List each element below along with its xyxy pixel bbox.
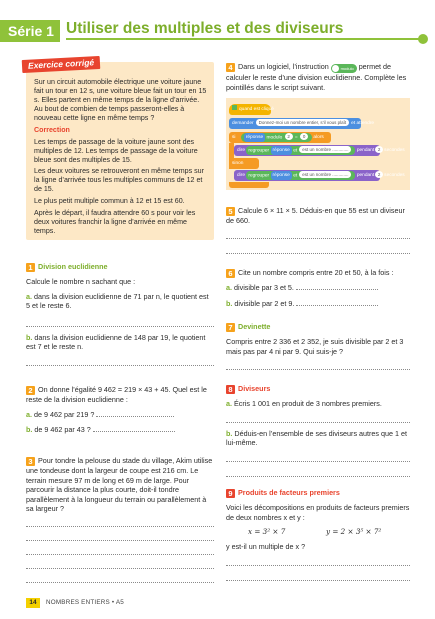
ex8-a-text: Écris 1 001 en produit de 3 nombres premiers. <box>234 399 382 408</box>
ex2-a-label: a. <box>26 409 32 419</box>
ex1-a-label: a. <box>26 291 32 301</box>
correction-p4: Après le départ, il faudra attendre 60 s pour voir les deux voitures franchir la ligne d’arrivée en même temps. <box>34 209 196 236</box>
say-label: dire <box>237 148 245 153</box>
if-end <box>229 182 269 188</box>
secs-value: 2 <box>375 171 383 178</box>
answer-line[interactable] <box>26 573 214 583</box>
exercise-number: 1 <box>26 263 35 272</box>
join-block <box>246 171 355 180</box>
then-label: alors <box>313 135 324 140</box>
ask-wait: et attendre <box>351 121 375 126</box>
page-title: Utiliser des multiples et des diviseurs <box>66 20 344 37</box>
answer-line[interactable] <box>226 452 410 462</box>
when-clicked-block <box>229 104 274 115</box>
answer-line[interactable] <box>226 571 410 581</box>
else-label: sinon <box>232 161 244 166</box>
for-label: pendant <box>356 173 375 178</box>
answer-line[interactable] <box>26 517 214 527</box>
answer-line[interactable] <box>226 360 410 370</box>
say-label: dire <box>237 173 245 178</box>
header-rule-dot <box>418 34 428 44</box>
green-flag-icon <box>232 105 237 110</box>
say-field[interactable]: est un nombre ............. <box>299 146 351 153</box>
ex9-text: Voici les décompositions en produits de facteurs premiers de deux nombres x et y : <box>226 503 410 522</box>
ex5-text: Calcule 6 × 11 × 5. Déduis-en que 55 est un diviseur de 660. <box>226 206 405 225</box>
equals-op: = <box>294 135 298 140</box>
ex1-a-text: dans la division euclidienne de 71 par n, le quotient est 5 et le reste 6. <box>26 291 209 310</box>
ex1-b-label: b. <box>26 332 33 342</box>
and-label: et <box>293 173 298 178</box>
ex8-b-text: Déduis-en l’ensemble de ses diviseurs autres que 1 et lui-même. <box>226 428 407 447</box>
answer-line[interactable] <box>226 413 410 423</box>
ex8-b-label: b. <box>226 428 233 438</box>
modulo-value: 2 <box>285 133 293 140</box>
exercise-title: Devinette <box>238 322 271 331</box>
join-label: regrouper <box>248 148 270 153</box>
answer-line[interactable] <box>26 317 214 327</box>
exercise-title: Produits de facteurs premiers <box>238 488 340 497</box>
serie-tag <box>0 20 60 42</box>
answer-line[interactable] <box>93 425 175 432</box>
exercise-title: Diviseurs <box>238 384 271 393</box>
page-number: 14 <box>26 598 40 608</box>
ex6-a-label: a. <box>226 283 232 292</box>
answer-line[interactable] <box>26 545 214 555</box>
ex4-text-before: Dans un logiciel, l’instruction <box>238 62 329 71</box>
modulo-op: modulo <box>266 135 283 140</box>
ex6-a-text: divisible par 3 et 5. <box>234 283 294 292</box>
secs-label: secondes <box>384 173 405 178</box>
ex2-a-text: de 9 462 par 219 ? <box>34 409 95 419</box>
exercise-title: Division euclidienne <box>38 262 108 271</box>
answer-line[interactable] <box>226 556 410 566</box>
say-block-2 <box>234 170 405 181</box>
secs-value: 2 <box>375 146 383 153</box>
ex2-b-text: de 9 462 par 43 ? <box>34 425 91 434</box>
corrige-statement: Sur un circuit automobile électrique une voiture jaune fait un tour en 12 s, une voiture bleue fait un tour en 15 s. Elles partent en même temps de la ligne d’arrivée. Au bout de combien de temps passeront-elles à nouveau cette ligne en même temps ? <box>34 78 207 122</box>
exercise-8 <box>226 384 410 477</box>
exercise-number: 9 <box>226 489 235 498</box>
ex1-intro: Calcule le nombre n sachant que : <box>26 277 136 286</box>
hat-label: quand est cliqué <box>239 107 274 112</box>
correction-label: Correction <box>34 125 70 134</box>
exercise-5 <box>226 206 410 254</box>
scratch-script <box>226 98 410 190</box>
and-label: et <box>293 148 298 153</box>
say-field[interactable]: est un nombre ............. <box>299 171 351 178</box>
for-label: pendant <box>356 148 375 153</box>
answer-line[interactable] <box>96 410 174 417</box>
corrige-tag: Exercice corrigé <box>22 56 101 73</box>
answer-line[interactable] <box>296 283 378 290</box>
serie-label: Série 1 <box>8 23 54 39</box>
ex6-b-text: divisible par 2 et 9. <box>234 298 295 308</box>
answer-line[interactable] <box>226 229 410 239</box>
ex9-equations <box>226 527 410 538</box>
exercise-number: 6 <box>226 269 235 278</box>
ex8-a-label: a. <box>226 399 232 408</box>
page-header <box>0 0 435 40</box>
exercise-3 <box>26 456 214 583</box>
ask-label: demander <box>232 121 254 126</box>
exercise-number: 8 <box>226 385 235 394</box>
if-block <box>229 132 331 143</box>
eq-x: x = 3² × 7 <box>248 527 286 536</box>
exercise-9 <box>226 488 410 581</box>
if-label: si <box>232 135 236 140</box>
exercise-number: 4 <box>226 63 235 72</box>
say-block-1 <box>234 145 405 156</box>
exercise-1 <box>26 262 214 366</box>
ex4-text-after: permet de calculer le reste d’une division euclidienne. Complète les pointillés dans le script suivant. <box>226 62 407 92</box>
condition <box>241 133 312 142</box>
ex6-text: Cite un nombre compris entre 20 et 50, à la fois : <box>238 268 394 277</box>
exercise-number: 7 <box>226 323 235 332</box>
ex2-text: On donne l’égalité 9 462 = 219 × 43 + 45. Quel est le reste de la division euclidienne : <box>26 385 207 404</box>
correction-p1: Les temps de passage de la voiture jaune sont des multiples de 12. Les temps de passage de la voiture bleue sont des multiples de 15. <box>34 137 198 164</box>
exercise-number: 2 <box>26 386 35 395</box>
join-block <box>246 146 355 155</box>
exercise-6 <box>226 268 410 308</box>
exercise-number: 5 <box>226 207 235 216</box>
modulo-block: modulo <box>331 64 357 73</box>
answer-line[interactable] <box>226 244 410 254</box>
ex7-text: Compris entre 2 336 et 2 352, je suis divisible par 2 et 3 mais pas par 4 ni par 9. Qui suis-je ? <box>226 337 404 356</box>
eq-y: y = 2 × 3⁵ × 7² <box>326 527 382 536</box>
join-label: regrouper <box>248 173 270 178</box>
answer-line[interactable] <box>26 559 214 569</box>
correction-p2: Les deux voitures se retrouveront en même temps sur la ligne d’arrivée tous les multiples communs de 12 et de 15. <box>34 167 204 194</box>
ex6-b-label: b. <box>226 298 233 308</box>
answer-line[interactable] <box>226 467 410 477</box>
ask-block <box>229 118 375 129</box>
ask-field: Donnez-moi un nombre entier, s’il vous plaît <box>256 119 350 126</box>
answer-reporter: réponse <box>272 173 290 178</box>
secs-label: secondes <box>384 148 405 153</box>
exercise-4 <box>226 62 410 92</box>
footer-label: NOMBRES ENTIERS • A5 <box>46 599 124 606</box>
header-rule <box>66 38 426 40</box>
ex3-text: Pour tondre la pelouse du stade du village, Akim utilise une tondeuse dont la largeur de coupe est 216 cm. Le terrain mesure 97 m de long et 69 m de large. Pour parcourir la distance la plus courte, doit-il tondre parallèlement à la longueur du terrain ou parallèlement à sa largeur ? <box>26 456 213 513</box>
zero-value: 0 <box>300 133 308 140</box>
answer-line[interactable] <box>296 299 378 306</box>
answer-reporter: réponse <box>272 148 290 153</box>
exercise-number: 3 <box>26 457 35 466</box>
ex1-b-text: dans la division euclidienne de 148 par 19, le quotient est 7 et le reste n. <box>26 332 206 351</box>
answer-reporter: réponse <box>245 135 264 140</box>
corrige-content <box>34 78 208 239</box>
exercise-7 <box>226 322 410 370</box>
answer-line[interactable] <box>26 531 214 541</box>
ex2-b-label: b. <box>26 425 33 434</box>
exercise-2 <box>26 385 214 435</box>
ex9-question: y est-il un multiple de x ? <box>226 542 306 551</box>
else-block <box>229 158 259 169</box>
answer-line[interactable] <box>26 356 214 366</box>
correction-p3: Le plus petit multiple commun à 12 et 15 est 60. <box>34 197 185 206</box>
